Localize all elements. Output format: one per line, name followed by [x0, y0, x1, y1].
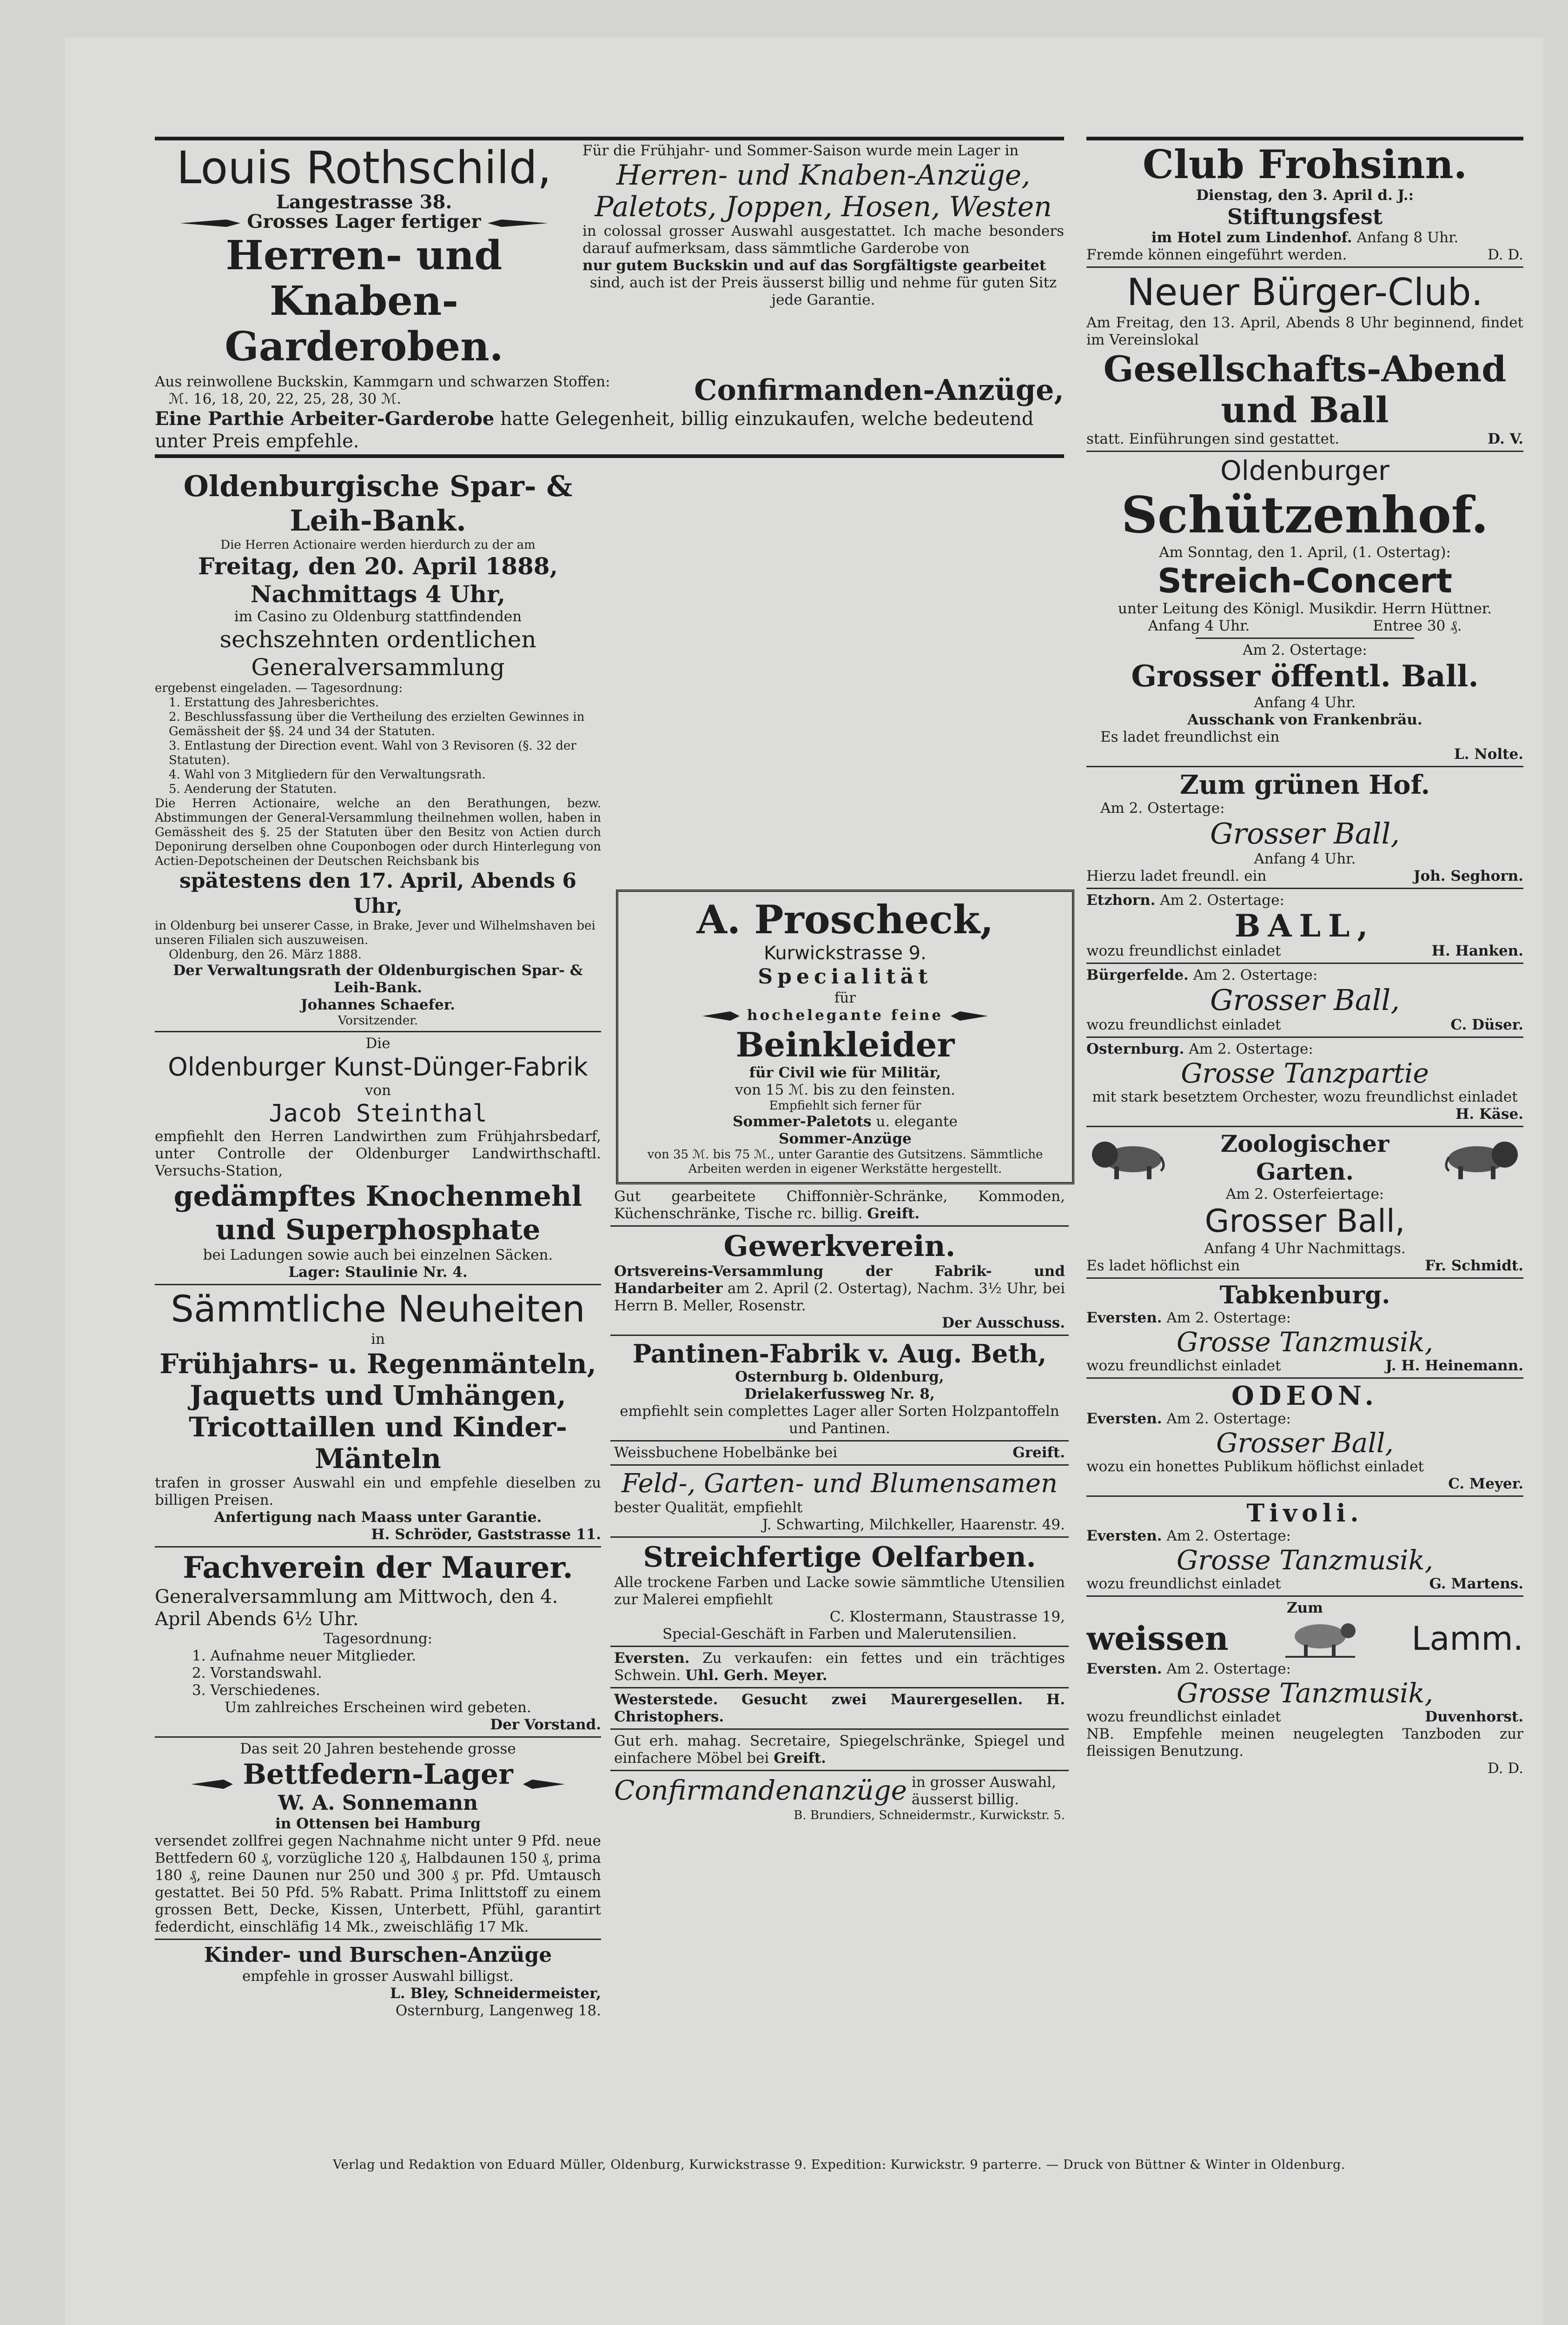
ad-address: Kurwickstrasse 9.: [764, 943, 926, 964]
ad-signature: Greift.: [867, 1205, 920, 1222]
ad-text: Die Herren Actionaire, welche an den Berathungen, bezw. Abstimmungen der General-Versammlung theilnehmen wollen, haben in Gemässheit des §. 25 der Statuten über den Besitz von Actien durch Deponirung derselben ohne Couponbogen oder durch Hinterlegung von Actien-Depotscheinen der Deutschen Reichsbank bis: [155, 797, 601, 868]
ad-title-right: Lamm.: [1411, 1620, 1523, 1658]
ad-maurer: [155, 1550, 601, 1734]
ad-text: Die Herren Actionaire werden hierdurch zu der am: [220, 538, 536, 552]
ad-title: Gewerkverein.: [723, 1229, 956, 1263]
ad-text: u. elegante: [876, 1113, 958, 1130]
ad-signature: Greift.: [1012, 1444, 1065, 1461]
rule: [155, 1284, 601, 1285]
rule: [610, 1770, 1069, 1771]
ad-title: Streichfertige Oelfarben.: [643, 1541, 1036, 1574]
ad-date: Am 2. Ostertage:: [1166, 1410, 1291, 1427]
ad-date: Freitag, den 20. April 1888, Nachmittags 4 Uhr,: [198, 552, 558, 608]
agenda-item: 2. Vorstandswahl.: [192, 1665, 322, 1681]
ad-invite: wozu freundlichst einladet: [1086, 1708, 1281, 1725]
rule: [1086, 1377, 1523, 1379]
ad-text: statt. Einführungen sind gestattet.: [1086, 431, 1340, 447]
rule: [155, 454, 1064, 458]
ad-date: Am 2. Ostertage:: [1160, 892, 1284, 909]
ad-headline: Jaquetts und Umhängen,: [190, 1380, 566, 1411]
ad-text: bester Qualität, empfiehlt: [614, 1499, 803, 1516]
ad-text: Lager: Staulinie Nr. 4.: [288, 1264, 468, 1281]
ad-title: Zum grünen Hof.: [1179, 770, 1430, 800]
ad-deadline: spätestens den 17. April, Abends 6 Uhr,: [179, 869, 576, 918]
ad-event: Grosser Ball,: [1216, 1427, 1394, 1459]
ad-club-frohsinn: [1086, 142, 1523, 264]
ad-text: [155, 211, 573, 233]
rule: [610, 1728, 1069, 1730]
ad-event: Grosser Ball,: [1210, 817, 1400, 850]
ad-greift-1: [610, 1188, 1069, 1222]
ad-text: in Oldenburg bei unserer Casse, in Brake, Jever und Wilhelmshaven bei unseren Filialen sich auszuweisen.: [155, 919, 595, 947]
ad-place: Bürgerfelde.: [1086, 967, 1189, 983]
rule: [1086, 266, 1523, 268]
ad-headline: Paletots, Joppen, Hosen, Westen: [595, 191, 1052, 223]
ad-signature: H. Christophers.: [614, 1691, 1065, 1725]
ad-bold: Ortsvereins-Versammlung der Fabrik- und Handarbeiter: [614, 1263, 1065, 1297]
ad-signature: C. Meyer.: [1448, 1475, 1523, 1492]
agenda-item: 1. Erstattung des Jahresberichtes.: [169, 696, 379, 710]
ad-entry: Entree 30 ₰.: [1373, 618, 1462, 634]
ad-title-left: weissen: [1086, 1619, 1229, 1658]
ad-etzhorn: [1086, 892, 1523, 960]
ad-address: Langestrasse 38.: [276, 191, 452, 213]
ad-date: Am Sonntag, den 1. April, (1. Ostertag):: [1159, 544, 1451, 561]
ad-buergerfelde: [1086, 967, 1523, 1034]
ad-title: Kinder- und Burschen-Anzüge: [204, 1943, 552, 1967]
ad-text: in Ottensen bei Hamburg: [275, 1815, 481, 1832]
rule: [1086, 888, 1523, 889]
ad-text: Specialität: [758, 965, 933, 989]
ad-event: Gesellschafts-Abend und Ball: [1103, 348, 1507, 431]
agenda-item: 3. Verschiedenes.: [192, 1682, 320, 1699]
ad-text: empfiehlt den Herren Landwirthen zum Frühjahrsbedarf, unter Controlle der Oldenburger Landwirthschaftl. Versuchs-Station,: [155, 1128, 601, 1179]
ad-invite: wozu ein honettes Publikum höflichst einladet: [1086, 1458, 1424, 1475]
ad-signature: Fr. Schmidt.: [1425, 1257, 1523, 1274]
ad-time: Anfang 8 Uhr.: [1356, 229, 1459, 246]
ad-place: Eversten.: [614, 1650, 690, 1667]
ad-text: Weissbuchene Hobelbänke bei: [614, 1444, 838, 1461]
rule: [1086, 1595, 1523, 1597]
ad-title: Confirmandenanzüge: [614, 1774, 907, 1806]
ad-title: Tabkenburg.: [1219, 1282, 1390, 1309]
ad-schuetzenhof: [1086, 455, 1523, 763]
ad-beth: [610, 1339, 1069, 1437]
ad-board: Der Verwaltungsrath der Oldenburgischen Spar- & Leih-Bank.: [173, 962, 583, 996]
ad-signature: D. V.: [1488, 431, 1523, 447]
ad-time: Anfang 4 Uhr Nachmittags.: [1204, 1240, 1406, 1257]
ad-bold: Eine Parthie Arbeiter-Garderobe: [155, 408, 495, 430]
ad-invite: wozu freundlichst einladet: [1086, 943, 1281, 959]
ad-invite: mit stark besetztem Orchester, wozu freundlichst einladet: [1092, 1089, 1518, 1105]
ad-name: Jacob Steinthal: [269, 1100, 487, 1128]
rule: [155, 137, 1064, 140]
ad-signature: C. Düser.: [1450, 1016, 1523, 1033]
ad-text: [625, 1007, 1065, 1025]
ad-signature: B. Brundiers, Schneidermstr., Kurwickstr. 5.: [794, 1808, 1065, 1822]
ad-text: Die: [365, 1035, 390, 1052]
rule: [1086, 451, 1523, 452]
ad-text: Am Freitag, den 13. April, Abends 8 Uhr beginnend, findet im Vereinslokal: [1086, 314, 1523, 348]
rule: [155, 1546, 601, 1548]
rule: [1196, 638, 1414, 639]
ad-text: für: [834, 990, 856, 1006]
agenda-item: 5. Aenderung der Statuten.: [169, 782, 337, 796]
ad-text-body: Gut gearbeitete Chiffonnièr-Schränke, Kommoden, Küchenschränke, Tische rc. billig.: [614, 1188, 1065, 1222]
ad-event: Stiftungsfest: [1227, 204, 1383, 229]
ad-pretitle: Oldenburger: [1220, 455, 1389, 486]
ad-westerstede: [610, 1691, 1069, 1726]
ad-title: Schützenhof.: [1121, 486, 1489, 545]
ad-address: Osternburg, Langenweg 18.: [395, 2002, 601, 2019]
ad-text: Aus reinwollene Buckskin, Kammgarn und schwarzen Stoffen:: [155, 373, 610, 390]
ad-headline: Herren- und Knaben-Anzüge,: [616, 159, 1031, 192]
ad-signature: Joh. Seghorn.: [1413, 868, 1523, 884]
ad-text: Generalversammlung am Mittwoch, den 4. April Abends 6½ Uhr.: [155, 1586, 558, 1630]
ad-place: Eversten.: [1086, 1528, 1162, 1544]
ad-event: Streich-Concert: [1157, 561, 1453, 600]
pointing-hand-icon: [523, 1767, 565, 1786]
ad-text: Zum: [1287, 1600, 1323, 1616]
ad-text: von 15 ℳ. bis zu den feinsten.: [734, 1082, 956, 1098]
ad-title: [155, 1758, 601, 1791]
ad-greift-3: [610, 1733, 1069, 1767]
ad-title: Neuer Bürger-Club.: [1126, 271, 1483, 314]
ad-title: A. Proscheck,: [696, 897, 994, 943]
ad-text: Für die Frühjahr- und Sommer-Saison wurde mein Lager in: [582, 142, 1019, 159]
ad-headline: Herren- und Knaben-Garderoben.: [225, 232, 503, 370]
pointing-hand-icon: [702, 1007, 740, 1025]
ad-text: Gut erh. mahag. Secretaire, Spiegelschränke, Spiegel und einfachere Möbel bei: [614, 1733, 1065, 1767]
ad-headline: Tricottaillen und Kinder-Mänteln: [189, 1411, 567, 1475]
ad-text: versendet zollfrei gegen Nachnahme nicht unter 9 Pfd. neue Bettfedern 60 ₰, vorzügliche 120 ₰, Halbdaunen 150 ₰, prima 180 ₰, reine Daunen nur 250 und 300 ₰ pr. Pfd. Umtausch gestattet. Bei 50 Pfd. 5% Rabatt. Prima Inlittstoff zu einem grossen Bett, Decke, Kissen, Unterbett, Pfühl, garantirt federdicht, einschläfig 14 Mk., zweischläfig 17 Mk.: [155, 1833, 601, 1935]
ad-title: Louis Rothschild,: [176, 142, 552, 194]
ad-text: nur gutem Buckskin und auf das Sorgfältigste gearbeitet: [582, 257, 1046, 274]
ad-signature: J. H. Heinemann.: [1385, 1357, 1523, 1374]
ad-meyer: [610, 1650, 1069, 1684]
ad-role: Vorsitzender.: [337, 1014, 418, 1028]
ad-gewerkverein: [610, 1229, 1069, 1332]
right-column: [1086, 135, 1523, 1777]
ad-date: Am 2. Ostertage:: [1193, 967, 1318, 983]
ad-weisses-lamm: [1086, 1600, 1523, 1777]
rule: [1086, 1495, 1523, 1497]
ad-event: Grosser öffentl. Ball.: [1131, 659, 1479, 694]
ad-date: Dienstag, den 3. April d. J.:: [1196, 187, 1414, 204]
ad-klostermann: [610, 1541, 1069, 1643]
ad-date: Am 2. Ostertage:: [1166, 1528, 1291, 1544]
ad-schroeder: [155, 1288, 601, 1543]
ad-tabkenburg: [1086, 1282, 1523, 1375]
ad-name: W. A. Sonnemann: [278, 1791, 478, 1815]
rule: [155, 1939, 601, 1940]
rule: [610, 1464, 1069, 1466]
ad-signature-name: L. Bley, Schneidermeister,: [390, 1985, 601, 2002]
ad-signature: Der Ausschuss.: [942, 1315, 1065, 1331]
ad-title: Oldenburger Kunst-Dünger-Fabrik: [168, 1052, 588, 1082]
ad-signature: L. Nolte.: [1454, 746, 1523, 763]
ad-headline: Frühjahrs- u. Regenmänteln,: [159, 1348, 596, 1380]
ad-title: Feld-, Garten- und Blumensamen: [621, 1468, 1058, 1499]
ad-date: Am 2. Ostertage:: [1189, 1041, 1313, 1057]
ad-date: Am 2. Ostertage:: [1243, 642, 1367, 658]
ad-text: Gesucht zwei Maurergesellen.: [741, 1691, 1023, 1708]
ad-dateline: Oldenburg, den 26. März 1888.: [169, 948, 362, 962]
ad-bank: [155, 469, 601, 1028]
ad-text: Zu verkaufen: ein fettes und ein trächtiges Schwein.: [614, 1650, 1065, 1684]
ad-prices: ℳ. 16, 18, 20, 22, 25, 28, 30 ℳ.: [169, 391, 402, 407]
ad-buerger-club: [1086, 271, 1523, 448]
ad-text: trafen in grosser Auswahl ein und empfehle dieselben zu billigen Preisen.: [155, 1475, 601, 1508]
ad-text: von: [364, 1082, 391, 1099]
ad-invite: wozu freundlichst einladet: [1086, 1016, 1281, 1033]
ad-invite: wozu freundlichst einladet: [1086, 1575, 1281, 1592]
ad-greift-2: [610, 1444, 1069, 1461]
ad-text: bei Ladungen sowie auch bei einzelnen Säcken.: [203, 1247, 553, 1263]
ad-text: empfehle in grosser Auswahl billigst.: [242, 1968, 514, 1985]
ad-headline: gedämpftes Knochenmehl und Superphosphate: [173, 1180, 582, 1246]
ad-text: empfiehlt sein complettes Lager aller Sorten Holzpantoffeln und Pantinen.: [620, 1403, 1059, 1437]
ad-text: am 2. April (2. Ostertag), Nachm. 3½ Uhr, bei Herrn B. Meller, Rosenstr.: [614, 1280, 1065, 1314]
ad-text: Tagesordnung:: [323, 1630, 433, 1647]
ad-signature: H. Hanken.: [1431, 943, 1523, 959]
ad-rothschild: [155, 135, 1064, 460]
ad-bold: Sommer-Paletots: [733, 1113, 872, 1130]
pointing-hand-icon: [180, 214, 240, 232]
rule: [610, 1646, 1069, 1647]
ad-osternburg: [1086, 1041, 1523, 1123]
ad-text: Fremde können eingeführt werden.: [1086, 246, 1347, 263]
agenda-item: 4. Wahl von 3 Mitgliedern für den Verwaltungsrath.: [169, 768, 486, 782]
rule: [1086, 963, 1523, 964]
ad-lager: Grosses Lager fertiger: [247, 211, 481, 232]
ad-date: Am 2. Ostertage:: [1100, 800, 1225, 817]
ad-text: Alle trockene Farben und Lacke sowie sämmtliche Utensilien zur Malerei empfiehlt: [614, 1574, 1065, 1608]
rule: [1086, 766, 1523, 767]
pointing-hand-icon: [951, 1007, 988, 1025]
ad-signature: J. Schwarting, Milchkeller, Haarenstr. 49.: [762, 1516, 1065, 1533]
ad-headline: Beinkleider: [735, 1025, 955, 1064]
ad-place: Westerstede.: [614, 1691, 718, 1708]
middle-column: [610, 886, 1069, 1823]
ad-text: von 35 ℳ. bis 75 ℳ., unter Garantie des Gutsitzens. Sämmtliche Arbeiten werden in eigener Werkstätte hergestellt.: [647, 1148, 1043, 1176]
ad-text: in grosser Auswahl, äusserst billig.: [912, 1774, 1056, 1808]
rule: [1086, 1277, 1523, 1279]
ad-signature: Greift.: [774, 1750, 826, 1767]
ad-text: Sommer-Anzüge: [779, 1130, 912, 1147]
footer: Verlag und Redaktion von Eduard Müller, Oldenburg, Kurwickstrasse 9. Expedition: Kurwickstr. 9 parterre. — Druck von Büttner & Winter in Oldenburg.: [333, 2158, 1345, 2172]
ad-text: in colossal grosser Auswahl ausgestattet. Ich mache besonders darauf aufmerksam, dass sämmtliche Garderobe von: [582, 223, 1064, 257]
rule: [610, 1440, 1069, 1442]
ad-place: Osternburg.: [1086, 1041, 1184, 1057]
ad-event: BALL,: [1234, 908, 1376, 944]
rule: [155, 1031, 601, 1032]
ad-tivoli: [1086, 1500, 1523, 1593]
pointing-hand-icon: [191, 1767, 233, 1786]
ad-text: in: [371, 1331, 385, 1348]
ad-gruener-hof: [1086, 770, 1523, 885]
ad-text: sind, auch ist der Preis äusserst billig und nehme für guten Sitz jede Garantie.: [589, 274, 1057, 308]
ad-invite: wozu freundlichst einladet: [1086, 1357, 1281, 1374]
ad-place: Etzhorn.: [1086, 892, 1156, 909]
ad-title: Oldenburgische Spar- & Leih-Bank.: [183, 469, 573, 538]
agenda-item: 2. Beschlussfassung über die Vertheilung des erzielten Gewinnes in Gemässheit der §§. 24 und 34 der Statuten.: [169, 710, 585, 738]
ad-headline: sechszehnten ordentlichen Generalversammlung: [219, 626, 536, 681]
ad-time: Anfang 4 Uhr.: [1254, 850, 1356, 867]
ad-date: Am 2. Osterfeiertage:: [1225, 1186, 1384, 1202]
ad-brundiers: [610, 1774, 1069, 1823]
rule: [610, 1335, 1069, 1336]
rule: [155, 1736, 601, 1738]
ad-text: Special-Geschäft in Farben und Malerutensilien.: [662, 1626, 1017, 1642]
ad-bettfedern: [155, 1740, 601, 1936]
ad-title-text: Bettfedern-Lager: [243, 1758, 513, 1791]
ad-invite: Es ladet freundlichst ein: [1100, 729, 1280, 745]
ad-text: Osternburg b. Oldenburg,: [735, 1368, 944, 1385]
ad-event: Grosse Tanzpartie: [1181, 1057, 1429, 1089]
ad-signature: D. D.: [1487, 1760, 1523, 1777]
rule: [610, 1536, 1069, 1538]
ad-signature: H. Schröder, Gaststrasse 11.: [371, 1526, 601, 1543]
ad-place: Eversten.: [1086, 1661, 1162, 1677]
ad-text: Drielakerfussweg Nr. 8,: [744, 1386, 935, 1402]
ad-event: Grosser Ball,: [1210, 983, 1400, 1017]
lamb-icon: [1281, 1617, 1360, 1661]
ad-text: Um zahlreiches Erscheinen wird gebeten.: [225, 1699, 531, 1716]
ad-fine: hochelegante feine: [747, 1007, 944, 1024]
rule: [1086, 137, 1523, 140]
ad-zoo: [1086, 1130, 1523, 1275]
pointing-hand-icon: [488, 214, 548, 232]
ad-odeon: [1086, 1382, 1523, 1493]
agenda-item: 1. Aufnahme neuer Mitglieder.: [192, 1647, 417, 1664]
ad-event: Grosse Tanzmusik,: [1176, 1677, 1434, 1709]
ad-bley: [155, 1943, 601, 2019]
ad-signature: Der Vorstand.: [490, 1716, 601, 1733]
rule: [1086, 1126, 1523, 1127]
ad-signature: Uhl. Gerh. Meyer.: [685, 1667, 827, 1684]
ad-title: Zoologischer Garten.: [1220, 1130, 1389, 1185]
ad-date: Am 2. Ostertage:: [1166, 1661, 1291, 1677]
ad-place: im Hotel zum Lindenhof.: [1151, 229, 1352, 246]
ad-title: ODEON.: [1231, 1382, 1378, 1411]
ad-date: Am 2. Ostertage:: [1166, 1309, 1291, 1326]
ad-text: unter Leitung des Königl. Musikdir. Herrn Hüttner.: [1118, 600, 1492, 617]
ad-event: Grosse Tanzmusik,: [1176, 1326, 1434, 1358]
ad-text: im Casino zu Oldenburg stattfindenden: [234, 608, 522, 625]
ad-time: Anfang 4 Uhr.: [1254, 694, 1356, 711]
ad-time: Anfang 4 Uhr.: [1148, 618, 1250, 634]
ad-signer: Johannes Schaefer.: [301, 996, 455, 1013]
ad-schwarting: [610, 1468, 1069, 1534]
ad-event: Grosser Ball,: [1204, 1203, 1405, 1240]
ad-invite: Es ladet höflichst ein: [1086, 1257, 1240, 1274]
ad-text: [614, 1188, 1065, 1222]
ad-title: Sämmtliche Neuheiten: [171, 1289, 585, 1330]
ad-proscheck: [616, 890, 1074, 1184]
ad-event: Grosse Tanzmusik,: [1176, 1544, 1434, 1576]
lion-icon: [1086, 1134, 1165, 1182]
ad-place: Eversten.: [1086, 1410, 1162, 1427]
ad-duenger: [155, 1035, 601, 1281]
ad-signature: [155, 1985, 601, 2002]
agenda-item: 3. Entlastung der Direction event. Wahl von 3 Revisoren (§. 32 der Statuten).: [169, 739, 576, 767]
ad-place: Eversten.: [1086, 1309, 1162, 1326]
ad-signature: C. Klostermann, Staustrasse 19,: [829, 1608, 1065, 1625]
ad-headline: Confirmanden-Anzüge,: [694, 373, 1064, 407]
ad-text: Ausschank von Frankenbräu.: [1187, 711, 1422, 728]
ad-signature: Duvenhorst.: [1425, 1708, 1523, 1725]
ad-title: Fachverein der Maurer.: [183, 1550, 573, 1585]
ad-title: Pantinen-Fabrik v. Aug. Beth,: [632, 1339, 1047, 1368]
ad-signature: D. D.: [1487, 246, 1523, 263]
ad-title: Club Frohsinn.: [1143, 142, 1467, 187]
ad-text: für Civil wie für Militär,: [749, 1064, 941, 1081]
ad-signature: H. Käse.: [1456, 1106, 1523, 1123]
ad-signature: G. Martens.: [1429, 1575, 1523, 1592]
lion-icon: [1444, 1134, 1523, 1182]
rule: [610, 1687, 1069, 1688]
ad-text: Anfertigung nach Maass unter Garantie.: [214, 1509, 542, 1526]
ad-title: Tivoli.: [1246, 1500, 1363, 1528]
ad-text: Empfiehlt sich ferner für: [769, 1099, 921, 1113]
rule: [610, 1225, 1069, 1227]
ad-text: Das seit 20 Jahren bestehende grosse: [240, 1740, 516, 1757]
ad-text: hatte Gelegenheit, billig einzukaufen, welche bedeutend unter Preis empfehle.: [155, 408, 1034, 452]
rule: [1086, 1036, 1523, 1038]
ad-note: NB. Empfehle meinen neugelegten Tanzboden zur fleissigen Benutzung.: [1086, 1726, 1523, 1760]
ad-invite: Hierzu ladet freundl. ein: [1086, 868, 1267, 884]
ad-text: ergebenst eingeladen. — Tagesordnung:: [155, 681, 403, 695]
